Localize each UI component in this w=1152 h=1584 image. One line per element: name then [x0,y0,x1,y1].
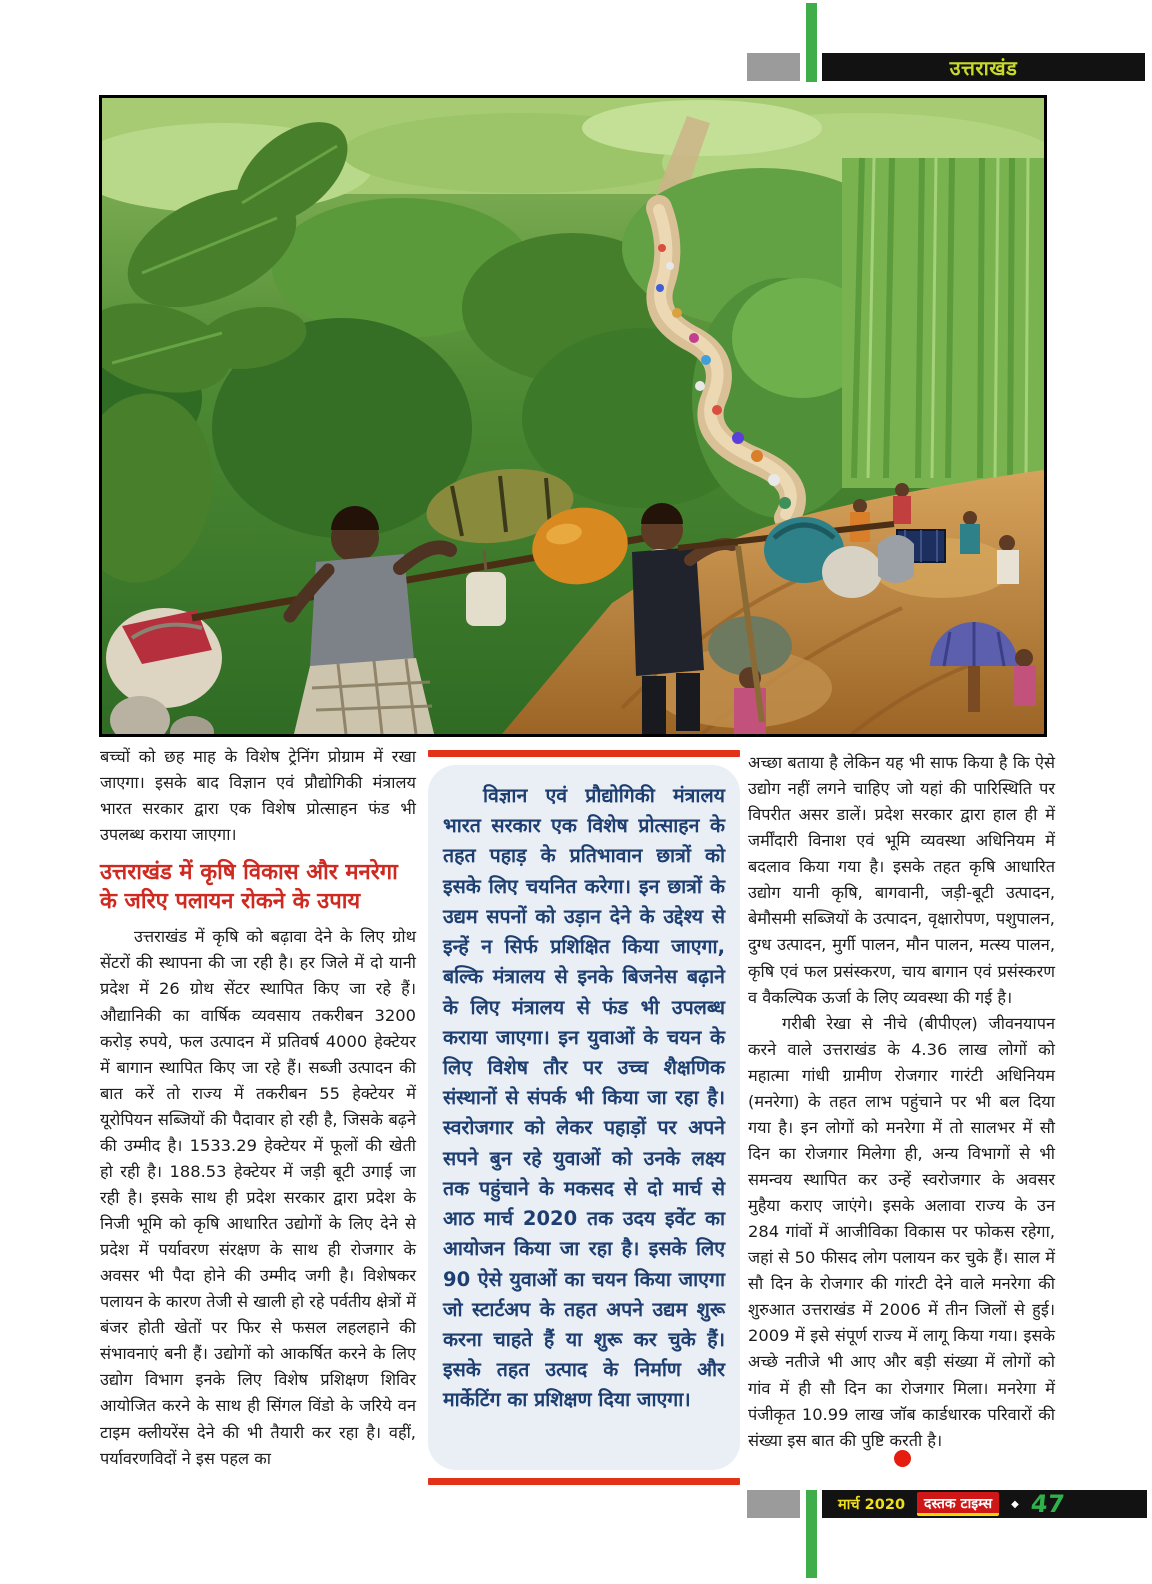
article-heading: उत्तराखंड में कृषि विकास और मनरेगा के जरिए पलायन रोकने के उपाय [100,860,398,915]
page-number: 47 [1029,1490,1066,1518]
footer-green-bar [806,1490,817,1578]
header-green-bar [806,3,817,82]
header-gray-block [747,53,800,81]
left-body-paragraph: उत्तराखंड में कृषि को बढ़ावा देने के लिए ग्रोथ सेंटरों की स्थापना की जा रही है। हर जिले में दो यानी प्रदेश में 26 ग्रोथ सेंटर स्थापित किए जा रहे हैं। औद्यानिकी का वार्षिक व्यवसाय तकरीबन 3200 करोड़ रुपये, फल उत्पादन में प्रतिवर्ष 4000 हेक्टेयर में बागान स्थापित किए जा रहे हैं। सब्जी उत्पादन की बात करें तो राज्य में तकरीबन 55 हेक्टेयर में यूरोपियन सब्जियों की पैदावार हो रही है, जिसके बढ़ने की उम्मीद है। 1533.29 हेक्टेयर में फूलों की खेती हो रही है। 188.53 हेक्टेयर में जड़ी बूटी उगाई जा रही है। इसके साथ ही प्रदेश सरकार द्वारा प्रदेश के निजी भूमि को कृषि आधारित उद्योगों के लिए देने से प्रदेश में पर्यावरण संरक्षण के साथ ही रोजगार के अवसर भी पैदा होने की उम्मीद जगी है। विशेषकर पलायन के कारण तेजी से खाली हो रहे पर्वतीय क्षेत्रों में बंजर होती खेतों पर फिर से फसल लहलहाने की संभावनाएं बनी हैं। उद्योगों को आकर्षित करने के लिए उद्योग विभाग इनके लिए विशेष प्रशिक्षण शिविर आयोजित करने के साथ ही सिंगल विंडो के जरिये वन टाइम क्लीयरेंस देने की भी तैयारी कर रहा है। वहीं, पर्यावरणविदों ने इस पहल का [100,927,416,1468]
middle-column [428,750,740,1485]
article-photo [99,95,1047,737]
footer-bar [822,1490,1147,1518]
magazine-logo [917,1492,999,1516]
issue-month: मार्च 2020 [838,1497,906,1513]
right-column [748,750,1055,1454]
article-end-bullet [894,1450,911,1467]
left-intro-paragraph: बच्चों को छह माह के विशेष ट्रेनिंग प्रोग्राम में रखा जाएगा। इसके बाद विज्ञान एवं प्रौद्योगिकी मंत्रालय भारत सरकार द्वारा एक विशेष प्रोत्साहन फंड भी उपलब्ध कराया जाएगा। [100,747,416,845]
right-paragraph-1: अच्छा बताया है लेकिन यह भी साफ किया है कि ऐसे उद्योग नहीं लगने चाहिए जो यहां की पारिस्थिति पर विपरीत असर डालें। प्रदेश सरकार द्वारा हाल ही में जर्मींदारी विनाश एवं भूमि व्यवस्था अधिनियम में बदलाव किया गया है। इसके तहत कृषि आधारित उद्योग यानी कृषि, बागवानी, जड़ी-बूटी उत्पादन, बेमौसमी सब्जियों के उत्पादन, वृक्षारोपण, पशुपालन, दुग्ध उत्पादन, मुर्गी पालन, मौन पालन, मत्स्य पालन, कृषि एवं फल प्रसंस्करण, चाय बागान एवं प्रसंस्करण व वैकल्पिक ऊर्जा के लिए व्यवस्था की गई है। [748,753,1055,1007]
jungle-migration-illustration [102,98,1044,734]
highlight-box-top-rule [428,750,740,757]
header-title-bar [822,53,1145,81]
highlight-box-text: विज्ञान एवं प्रौद्योगिकी मंत्रालय भारत सरकार एक विशेष प्रोत्साहन के तहत पहाड़ के प्रतिभावान छात्रों को इसके लिए चयनित करेगा। इन छात्रों के उद्यम सपनों को उड़ान देने के उद्देश्य से इन्हें न सिर्फ प्रशिक्षित किया जाएगा, बल्कि मंत्रालय से इनके बिजनेस बढ़ाने के लिए मंत्रालय से फंड भी उपलब्ध कराया जाएगा। इन युवाओं के चयन के लिए विशेष तौर पर उच्च शैक्षणिक संस्थानों से संपर्क भी किया जा रहा है। स्वरोजगार को लेकर पहाड़ों पर अपने सपने बुन रहे युवाओं को उनके लक्ष्य तक पहुंचाने के मकसद से दो मार्च से आठ मार्च 2020 तक उदय इवेंट का आयोजन किया जा रहा है। इसके लिए 90 ऐसे युवाओं का चयन किया जाएगा जो स्टार्टअप के तहत अपने उद्यम शुरू करना चाहते हैं या शुरू कर चुके हैं। इसके तहत उत्पाद के निर्माण और मार्केटिंग का प्रशिक्षण दिया जाएगा। [443,784,726,1412]
footer-gray-block [747,1490,800,1518]
section-title: उत्तराखंड [949,55,1018,80]
magazine-name: दस्तक टाइम्स [924,1496,993,1512]
diamond-separator-icon: ◆ [1011,1498,1019,1510]
highlight-box-bottom-rule [428,1478,740,1485]
highlight-box [428,765,740,1470]
left-column [100,744,416,1472]
right-paragraph-2: गरीबी रेखा से नीचे (बीपीएल) जीवनयापन करने वाले उत्तराखंड के 4.36 लाख लोगों को महात्मा गांधी ग्रामीण रोजगार गारंटी अधिनियम (मनरेगा) के तहत लाभ पहुंचाने पर भी बल दिया गया है। इन लोगों को मनरेगा में तो सालभर में सौ दिन का रोजगार मिलेगा ही, अन्य विभागों से भी समन्वय स्थापित कर उन्हें स्वरोजगार के अवसर मुहैया कराए जाएंगे। इसके अलावा राज्य के उन 284 गांवों में आजीविका विकास पर फोकस रहेगा, जहां से 50 फीसद लोग पलायन कर चुके हैं। साल में सौ दिन के रोजगार की गांरटी देने वाले मनरेगा की शुरुआत उत्तराखंड में 2006 में तीन जिलों से हुई। 2009 में इसे संपूर्ण राज्य में लागू किया गया। इसके अच्छे नतीजे भी आए और बड़ी संख्या में लोगों को गांव में ही सौ दिन का रोजगार मिला। मनरेगा में पंजीकृत 10.99 लाख जॉब कार्डधारक परिवारों की संख्या इस बात की पुष्टि करती है। [748,1013,1055,1450]
